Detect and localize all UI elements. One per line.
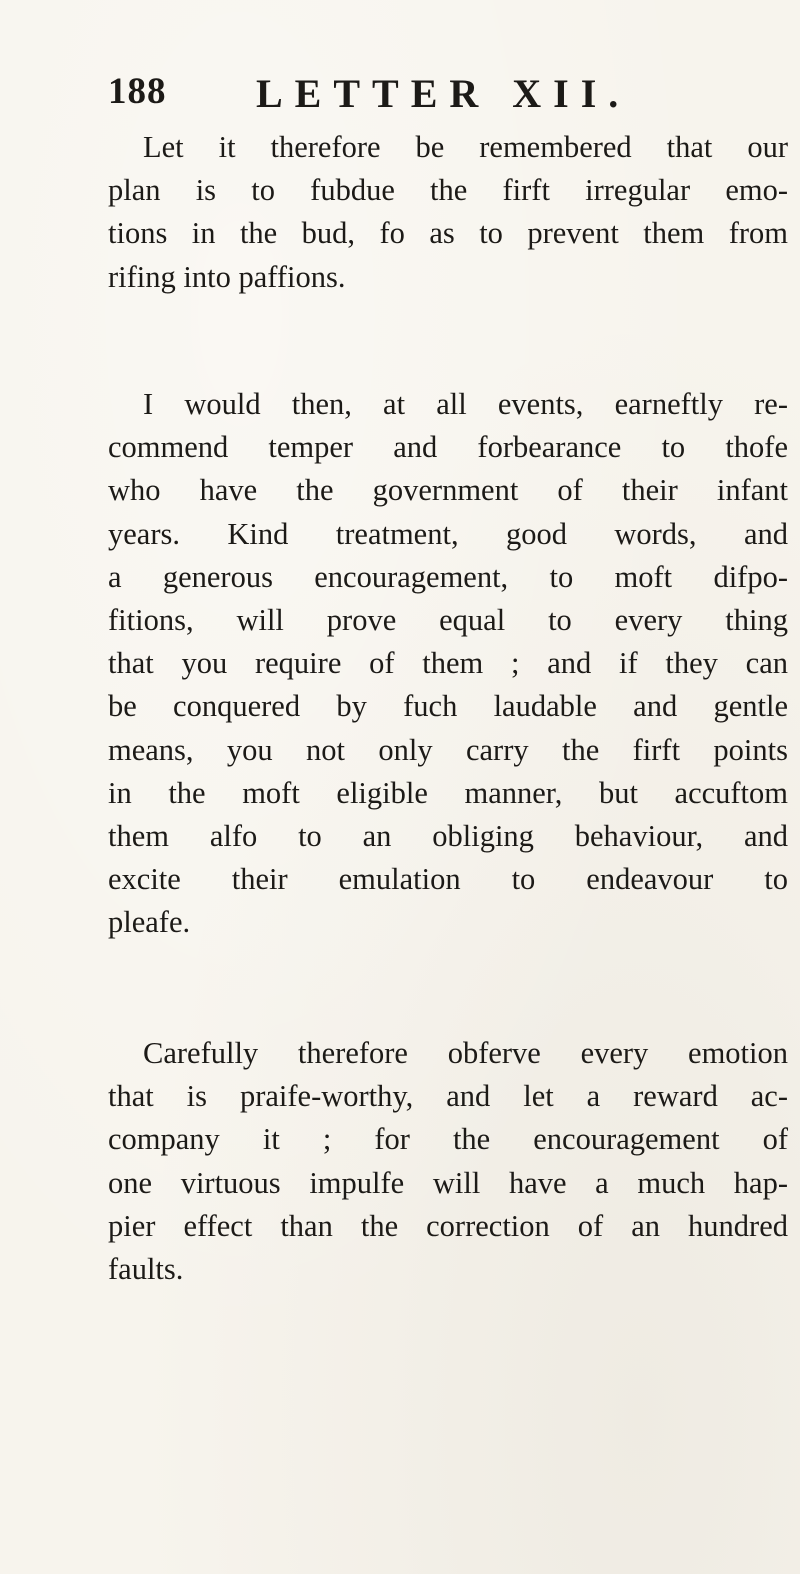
text-line: that you require of them ; and if they can xyxy=(108,646,788,681)
text-line: Carefully therefore obferve every emotion xyxy=(143,1036,788,1070)
text-line: in the moft eligible manner, but accuftom xyxy=(108,775,788,810)
text-line: that is praife-worthy, and let a reward ac- xyxy=(108,1079,788,1114)
text-line: a generous encouragement, to moft difpo- xyxy=(108,559,788,594)
text-line: one virtuous impulfe will have a much hap- xyxy=(108,1165,788,1200)
text-line: fitions, will prove equal to every thing xyxy=(108,602,788,637)
text-line: plan is to fubdue the firft irregular emo- xyxy=(108,173,788,208)
text-line: excite their emulation to endeavour to xyxy=(108,862,788,897)
text-line: means, you not only carry the firft points xyxy=(108,732,788,767)
chapter-title: LETTER XII. xyxy=(256,71,631,116)
text-line: rifing into paffions. xyxy=(108,259,346,294)
text-line: I would then, at all events, earneftly re- xyxy=(143,387,788,421)
text-line: commend temper and forbearance to thofe xyxy=(108,430,788,465)
paragraph-1 xyxy=(108,126,788,299)
text-line: pier effect than the correction of an hundred xyxy=(108,1208,788,1243)
text-line: them alfo to an obliging behaviour, and xyxy=(108,818,788,853)
text-line: faults. xyxy=(108,1251,184,1286)
page-number: 188 xyxy=(108,71,167,112)
text-line: Let it therefore be remembered that our xyxy=(143,130,788,164)
paragraph-2 xyxy=(108,383,788,944)
text-line: company it ; for the encouragement of xyxy=(108,1122,788,1157)
text-line: tions in the bud, fo as to prevent them from xyxy=(108,216,788,251)
text-line: pleafe. xyxy=(108,905,191,940)
text-line: be conquered by fuch laudable and gentle xyxy=(108,689,788,724)
paragraph-3 xyxy=(108,1032,788,1291)
text-line: years. Kind treatment, good words, and xyxy=(108,516,788,551)
running-head xyxy=(108,70,688,124)
text-line: who have the government of their infant xyxy=(108,473,788,508)
